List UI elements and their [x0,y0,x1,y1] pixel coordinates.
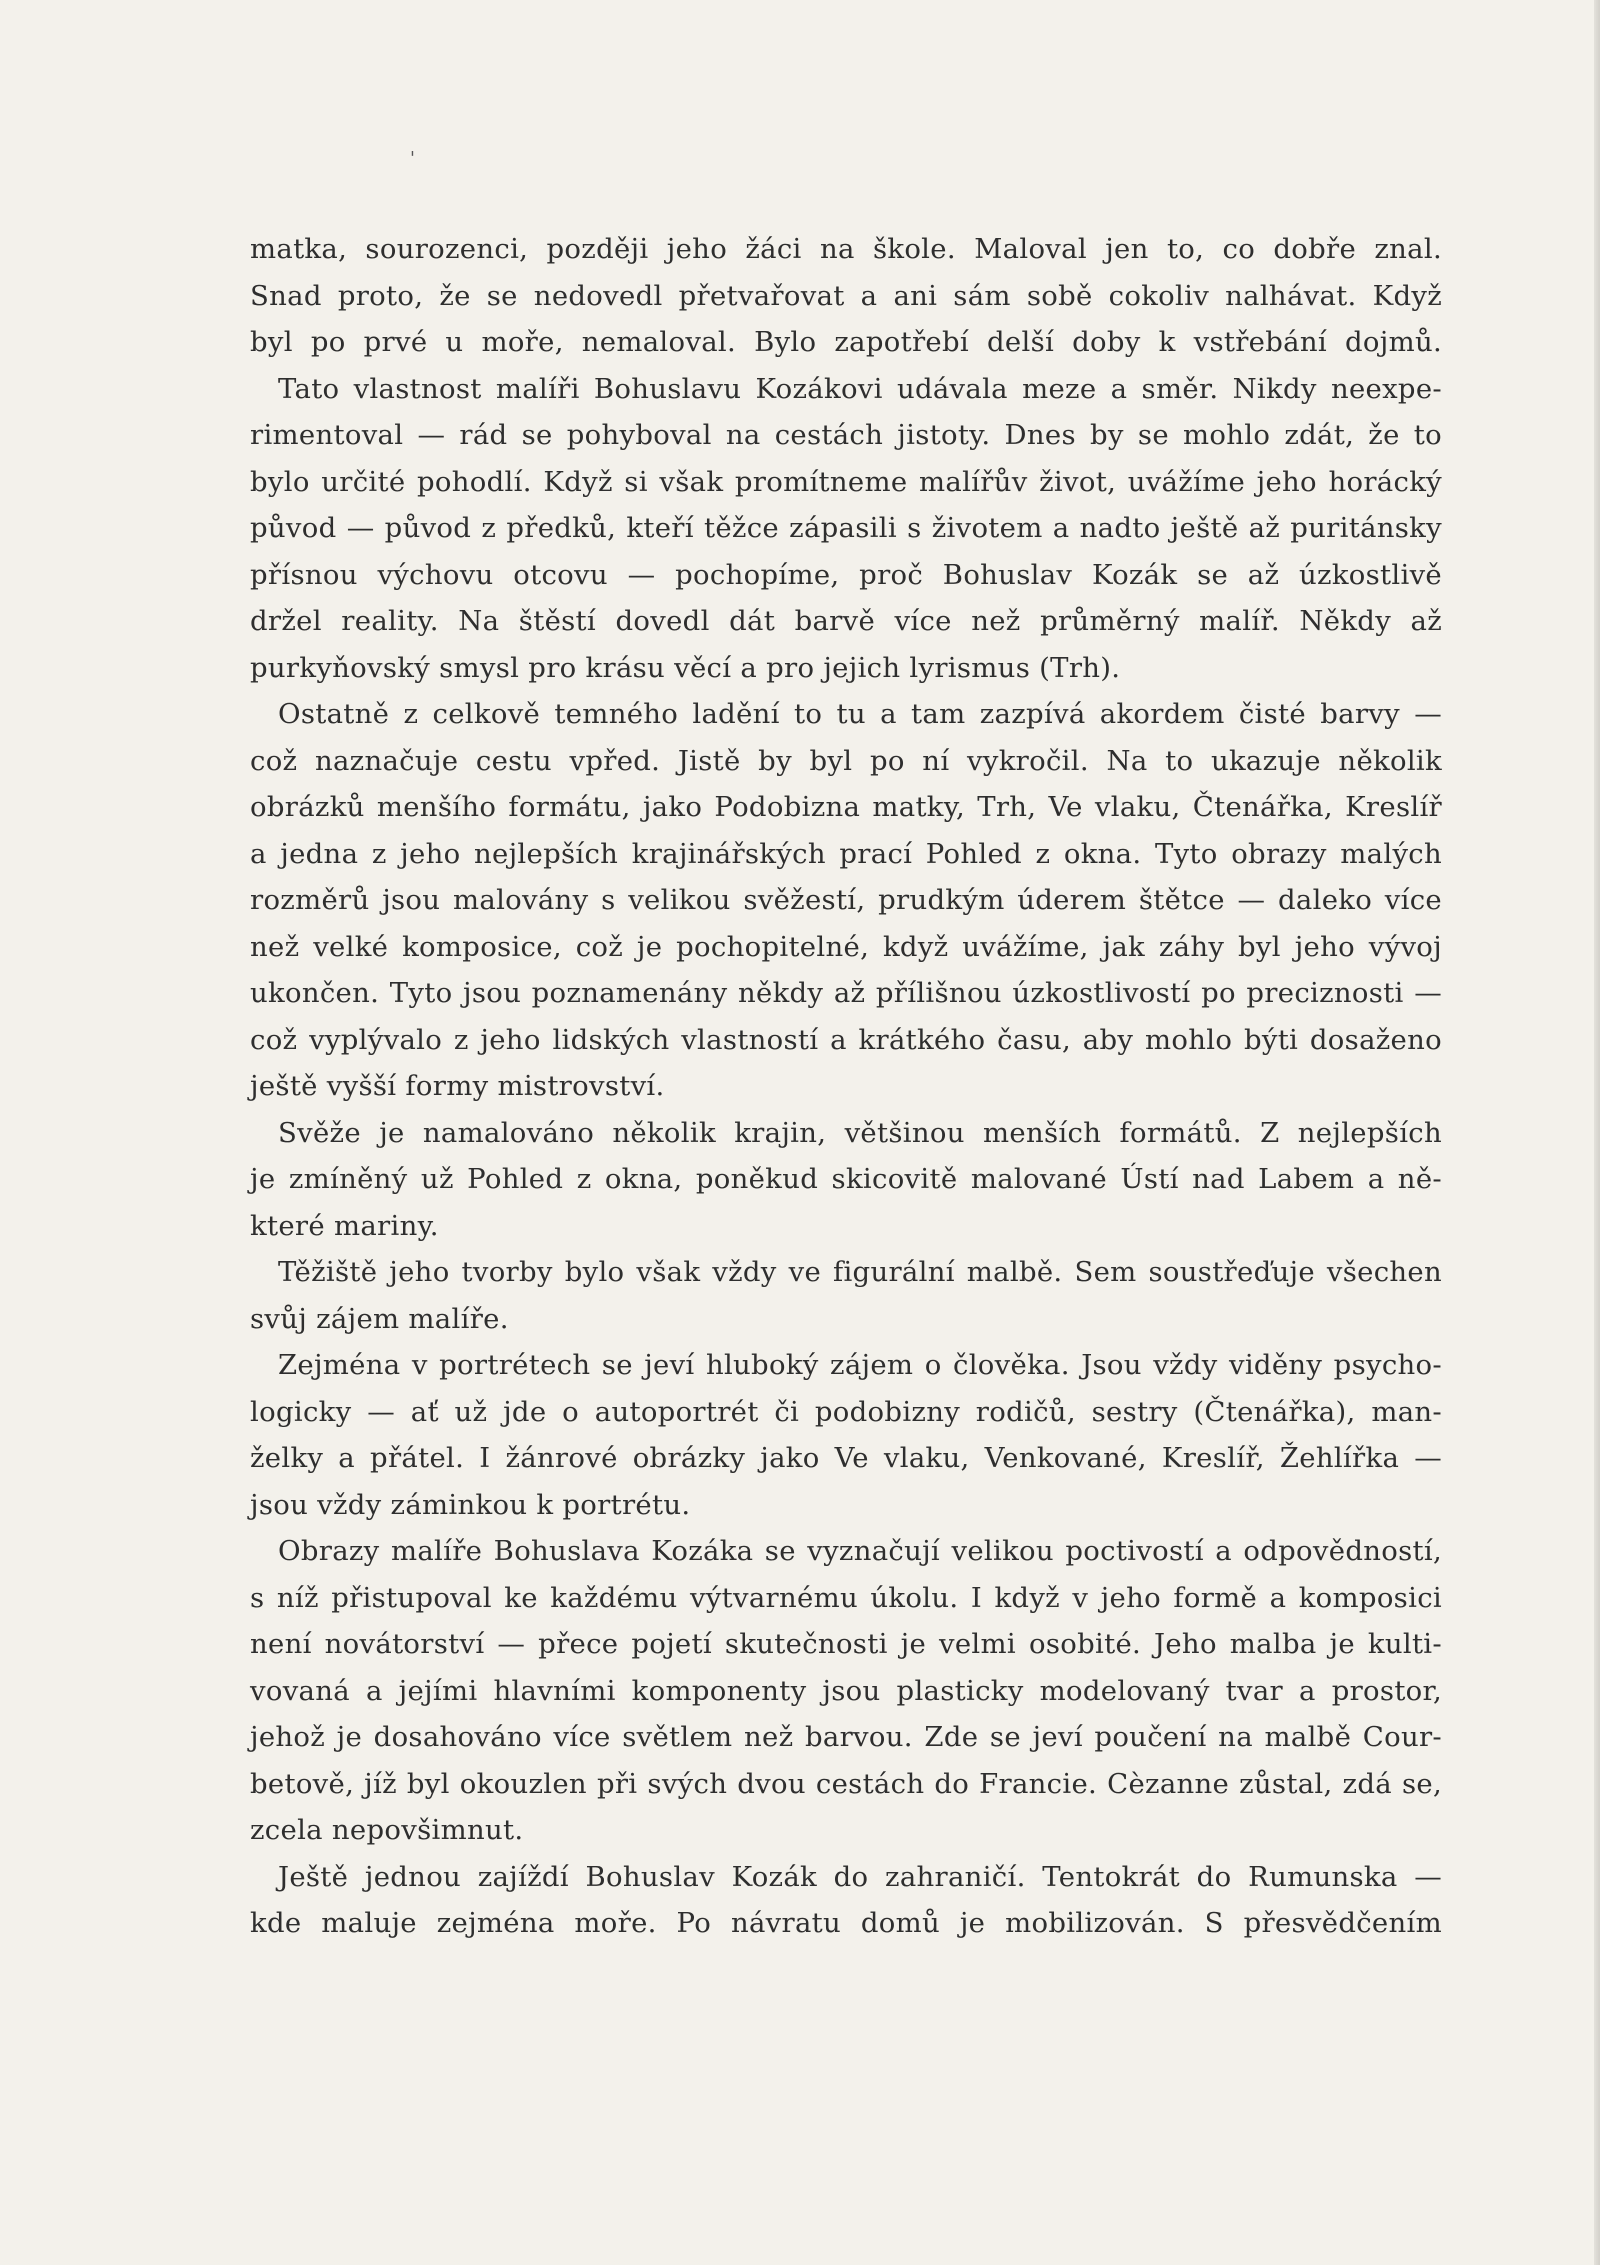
text-line: a jedna z jeho nejlepších krajinářských prací Pohled z okna. Tyto obrazy malých [250,837,1442,870]
text-line: což vyplývalo z jeho lidských vlastností a krátkého času, aby mohlo býti dosaženo [250,1023,1442,1056]
text-line: matka, sourozenci, později jeho žáci na škole. Maloval jen to, co dobře znal. [250,233,1442,265]
text-line: Ostatně z celkově temného ladění to tu a tam zazpívá akordem čisté barvy — [278,698,1442,730]
text-line: svůj zájem malíře. [250,1302,509,1335]
text-line: Ještě jednou zajíždí Bohuslav Kozák do zahraničí. Tentokrát do Rumunska — [278,1860,1442,1893]
text-line: obrázků menšího formátu, jako Podobizna matky, Trh, Ve vlaku, Čtenářka, Kreslíř [250,791,1442,823]
text-line: což naznačuje cestu vpřed. Jistě by byl po ní vykročil. Na to ukazuje několik [250,744,1442,777]
text-line: přísnou výchovu otcovu — pochopíme, proč Bohuslav Kozák se až úzkostlivě [250,558,1442,591]
text-line: byl po prvé u moře, nemaloval. Bylo zapotřebí delší doby k vstřebání dojmů. [250,326,1442,358]
text-line: jehož je dosahováno více světlem než barvou. Zde se jeví poučení na malbě Cour- [250,1721,1442,1753]
text-line: bylo určité pohodlí. Když si však promítneme malířův život, uvážíme jeho horácký [250,465,1442,498]
body-text [250,226,1442,1947]
text-line: purkyňovský smysl pro krásu věcí a pro jejich lyrismus (Trh). [250,651,1121,684]
print-speck: ' [410,148,415,169]
text-line: rimentoval — rád se pohyboval na cestách jistoty. Dnes by se mohlo zdát, že to [250,419,1442,451]
text-line: není novátorství — přece pojetí skutečnosti je velmi osobité. Jeho malba je kulti- [250,1628,1442,1660]
text-line: s níž přistupoval ke každému výtvarnému úkolu. I když v jeho formě a komposici [250,1581,1442,1614]
text-line: vovaná a jejími hlavními komponenty jsou plasticky modelovaný tvar a prostor, [250,1674,1442,1707]
page-edge-shadow [1594,0,1600,2265]
text-line: je zmíněný už Pohled z okna, poněkud skicovitě malované Ústí nad Labem a ně- [250,1163,1442,1195]
text-line: Zejména v portrétech se jeví hluboký zájem o člověka. Jsou vždy viděny psycho- [278,1349,1442,1381]
text-line: původ — původ z předků, kteří těžce zápasili s životem a nadto ještě až puritánsky [250,512,1442,544]
text-line: než velké komposice, což je pochopitelné, když uvážíme, jak záhy byl jeho vývoj [250,930,1442,963]
text-line: Snad proto, že se nedovedl přetvařovat a ani sám sobě cokoliv nalhávat. Když [250,279,1442,312]
text-line: rozměrů jsou malovány s velikou svěžestí, prudkým úderem štětce — daleko více [250,884,1442,916]
text-line: Svěže je namalováno několik krajin, většinou menších formátů. Z nejlepších [278,1116,1442,1149]
text-line: ukončen. Tyto jsou poznamenány někdy až přílišnou úzkostlivostí po preciznosti — [250,977,1442,1009]
text-line: logicky — ať už jde o autoportrét či podobizny rodičů, sestry (Čtenářka), man- [250,1395,1442,1428]
text-line: kde maluje zejména moře. Po návratu domů je mobilizován. S přesvědčením [250,1907,1442,1939]
text-line: želky a přátel. I žánrové obrázky jako Ve vlaku, Venkované, Kreslíř, Žehlířka — [250,1442,1442,1474]
text-line: Těžiště jeho tvorby bylo však vždy ve figurální malbě. Sem soustřeďuje všechen [278,1256,1442,1288]
text-line: zcela nepovšimnut. [250,1814,524,1846]
text-line: Tato vlastnost malíři Bohuslavu Kozákovi udávala meze a směr. Nikdy neexpe- [278,372,1442,405]
text-line: jsou vždy záminkou k portrétu. [250,1488,691,1521]
text-line: betově, jíž byl okouzlen při svých dvou cestách do Francie. Cèzanne zůstal, zdá se, [250,1767,1442,1800]
text-line: držel reality. Na štěstí dovedl dát barvě více než průměrný malíř. Někdy až [250,605,1442,637]
text-line: které mariny. [250,1209,439,1242]
text-line: Obrazy malíře Bohuslava Kozáka se vyznačují velikou poctivostí a odpovědností, [278,1535,1442,1567]
text-line: ještě vyšší formy mistrovství. [250,1070,665,1102]
